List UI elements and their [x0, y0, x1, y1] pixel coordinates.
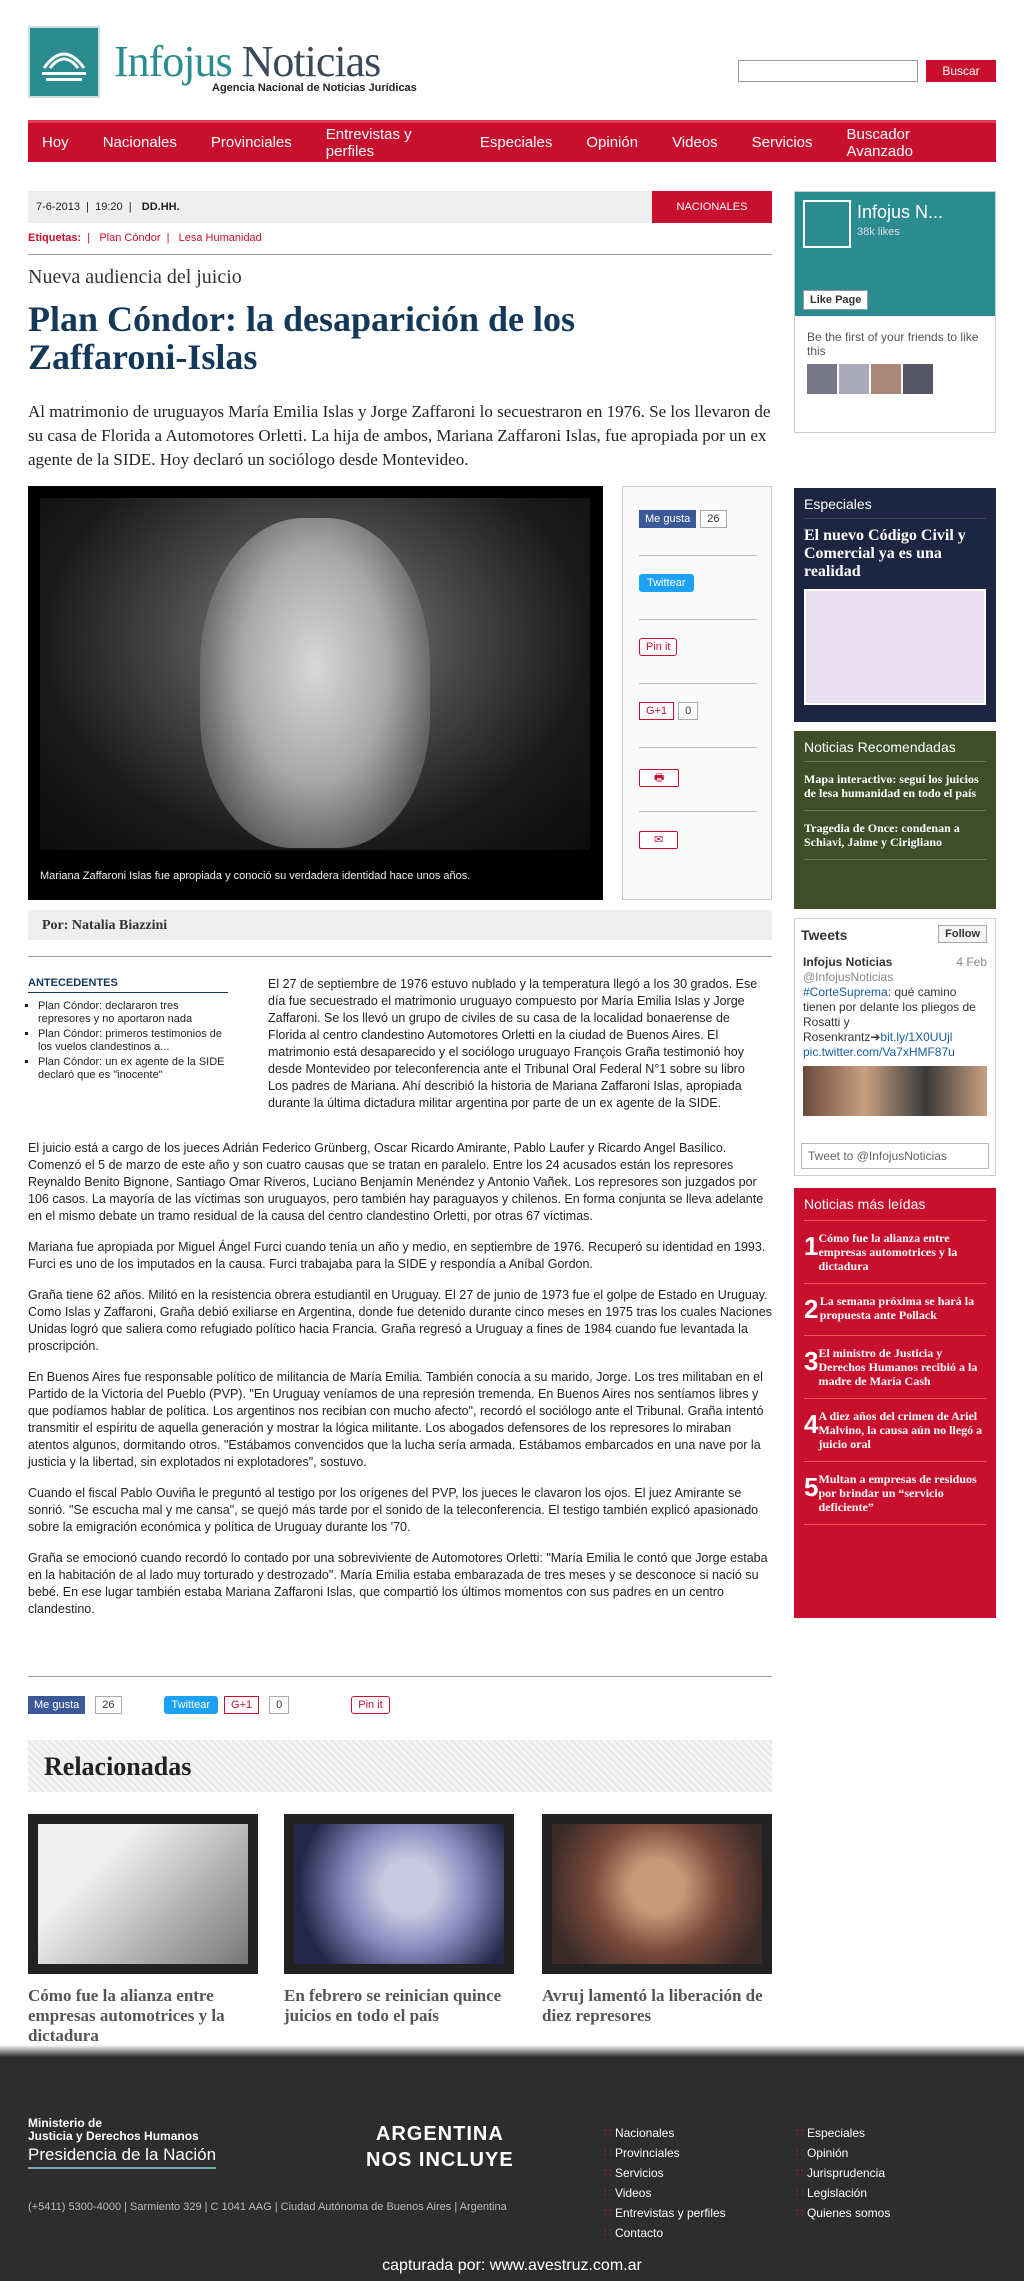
logo-text[interactable] [114, 36, 380, 87]
like-count: 26 [95, 1696, 121, 1714]
divider [28, 992, 228, 993]
footer-link[interactable]: ∷ Legislación [796, 2183, 890, 2203]
article-headline: Plan Cóndor: la desaparición de los Zaffaroni-Islas [28, 299, 576, 377]
tweet-date[interactable]: 4 Feb [956, 955, 987, 969]
related-item[interactable] [542, 1814, 772, 2026]
article-time: 19:20 [95, 201, 123, 213]
mas-leida-item[interactable]: 4 A diez años del crimen de Ariel Malvino, la causa aún no llegó a juicio oral [804, 1399, 986, 1462]
argentina-logo[interactable]: ARGENTINA NOS INCLUYE [366, 2123, 514, 2171]
tags: Etiquetas: | Plan Cóndor | Lesa Humanidad [28, 232, 262, 244]
footer-address: (+5411) 5300-4000 | Sarmiento 329 | C 1041 AAG | Ciudad Autónoma de Buenos Aires | Argentina [28, 2201, 507, 2213]
logo-icon[interactable] [28, 26, 100, 98]
mas-leida-item[interactable]: 1 Cómo fue la alianza entre empresas automotrices y la dictadura [804, 1221, 986, 1284]
facebook-like-page-button[interactable]: Like Page [803, 290, 868, 310]
related-image[interactable] [542, 1814, 772, 1974]
tags-label: Etiquetas: [28, 232, 82, 244]
article-kicker: Nueva audiencia del juicio [28, 266, 242, 288]
search-input[interactable] [738, 60, 918, 82]
nav-entrevistas[interactable]: Entrevistas y perfiles [325, 125, 412, 160]
tweet-text: : qué camino tienen por delante los pliegos de Rosatti y Rosenkrantz➔ [803, 985, 976, 1044]
nav-provinciales[interactable]: Provinciales [210, 134, 292, 151]
recomendada-link[interactable]: Tragedia de Once: condenan a Schiavi, Jaime y Cirigliano [804, 811, 986, 860]
share-divider [639, 555, 757, 556]
divider [28, 1676, 772, 1677]
logo-subtitle: Agencia Nacional de Noticias Jurídicas [212, 82, 417, 94]
mas-leidas-title: Noticias más leídas [804, 1196, 986, 1221]
antecedente-link[interactable]: ▪ Plan Cóndor: un ex agente de la SIDE declaró que es "inocente" [38, 1056, 228, 1082]
footer [0, 2057, 1024, 2281]
friend-avatar[interactable] [903, 364, 933, 394]
mas-leida-link[interactable]: El ministro de Justicia y Derechos Humanos recibió a la madre de María Cash [818, 1346, 978, 1388]
friend-avatar[interactable] [871, 364, 901, 394]
share-divider [639, 619, 757, 620]
facebook-page-name[interactable]: Infojus N... [857, 202, 944, 222]
antecedentes-title: ANTECEDENTES [28, 977, 118, 989]
especiales-item[interactable]: El nuevo Código Civil y Comercial ya es una realidad [804, 527, 966, 580]
tweets-title: Tweets [801, 927, 848, 943]
footer-link[interactable]: ∷ Provinciales [604, 2143, 726, 2163]
footer-link[interactable]: ∷ Entrevistas y perfiles [604, 2203, 726, 2223]
related-title-link[interactable]: Cómo fue la alianza entre empresas automotrices y la dictadura [28, 1986, 225, 2045]
pinit-button[interactable]: Pin it [351, 1696, 389, 1714]
nav-servicios[interactable]: Servicios [751, 134, 813, 151]
pinit-button[interactable]: Pin it [639, 638, 677, 656]
footer-link[interactable]: ∷ Jurisprudencia [796, 2163, 890, 2183]
footer-links-2 [796, 2123, 890, 2223]
tweet-handle[interactable]: @InfojusNoticias [803, 970, 894, 984]
footer-link[interactable]: ∷ Nacionales [604, 2123, 726, 2143]
divider [28, 956, 772, 957]
tag-lesa-humanidad[interactable]: Lesa Humanidad [178, 232, 262, 244]
article-paragraph: Graña tiene 62 años. Militó en la resistencia obrera estudiantil en Uruguay. El 27 de junio de 1973 fue el golpe de Estado en Uruguay. Como Islas y Zaffaroni, Graña debió exiliarse en Argentina, donde fue detenido durante cinco meses en 1975 tras los cuales Naciones Unidas logró que saliera como refugiado político hacia Francia. Graña regresó a Uruguay a fines de 1984 cuando fue levantada la proscripción. [28, 1288, 772, 1353]
photo-caption: Mariana Zaffaroni Islas fue apropiada y conoció su verdadera identidad hace unos años. [40, 870, 471, 882]
share-bottom [28, 1696, 396, 1714]
nav-nacionales[interactable]: Nacionales [102, 134, 177, 151]
article-section: DD.HH. [141, 201, 180, 213]
article-paragraph: Graña se emocionó cuando recordó lo contado por una sobreviviente de Automotores Orletti: "María Emilia le contó que Jorge estaba en la habitación de al lado muy torturado y destrozado". María Emilia estaba embarazada de tres meses y se desconoce si nació su bebé. En ese lugar también estaba Mariana Zaffaroni Islas, que compartió los últimos momentos con sus padres en un centro clandestino. [28, 1551, 768, 1616]
capture-credit: capturada por: www.avestruz.com.ar [382, 2257, 642, 2274]
especiales-title: Especiales [804, 496, 986, 519]
search-button[interactable]: Buscar [926, 60, 996, 82]
portrait [200, 518, 430, 848]
gplus-count: 0 [678, 702, 698, 720]
photo-image [40, 498, 590, 850]
nav-especiales[interactable]: Especiales [479, 134, 553, 151]
article-photo [28, 486, 603, 900]
mas-leida-link[interactable]: Multan a empresas de residuos por brindar un “servicio deficiente” [818, 1472, 977, 1514]
ministerio-label[interactable]: Ministerio de Justicia y Derechos Humanos [28, 2116, 199, 2143]
facebook-friends-text: Be the first of your friends to like this [807, 330, 979, 358]
especiales-widget [794, 488, 996, 722]
share-column [622, 486, 772, 900]
gplus-button[interactable]: G+1 [224, 1696, 259, 1714]
gplus-count: 0 [269, 1696, 289, 1714]
mas-leidas-widget [794, 1188, 996, 1618]
nav-opinion[interactable]: Opinión [586, 134, 639, 151]
facebook-cover [795, 192, 995, 316]
logo-noticias: Noticias [241, 37, 381, 86]
antecedentes-list [28, 1000, 228, 1084]
footer-link[interactable]: ∷ Videos [604, 2183, 726, 2203]
mas-leida-item[interactable]: 3 El ministro de Justicia y Derechos Humanos recibió a la madre de María Cash [804, 1336, 986, 1399]
email-icon[interactable]: ✉ [639, 831, 678, 849]
mas-leida-item[interactable]: 5 Multan a empresas de residuos por brindar un “servicio deficiente” [804, 1462, 986, 1525]
tweet-pic-link[interactable]: pic.twitter.com/Va7xHMF87u [803, 1045, 955, 1059]
twitter-widget [794, 918, 996, 1176]
tweet-button[interactable]: Twittear [164, 1696, 219, 1714]
recomendadas-title: Noticias Recomendadas [804, 739, 986, 762]
like-count: 26 [700, 510, 726, 528]
nav-hoy[interactable]: Hoy [42, 134, 69, 151]
article-lead: Al matrimonio de uruguayos María Emilia Islas y Jorge Zaffaroni lo secuestraron en 1976. Se los llevaron de su casa de Florida a Automotores Orletti. La hija de ambos, Mariana Zaffaroni Islas, fue apropiada por un ex agente de la SIDE. Hoy declaró un sociólogo desde Montevideo. [28, 402, 771, 469]
article-paragraph: El juicio está a cargo de los jueces Adrián Federico Grünberg, Oscar Ricardo Amirante, Pablo Laufer y Ricardo Angel Basílico. Comenzó el 5 de marzo de este año y son cuatro causas que se tratan en paralelo. Entre los 24 acusados están los represores Reynaldo Benito Bignone, Santiago Omar Riveros, Luciano Benjamín Menéndez y Antonio Vañek. Los represores son juzgados por 106 casos. La mayoría de las víctimas son uruguayos, pero también hay paraguayos y chilenos. En forma conjunta se lleva adelante en el mismo debate un tramo residual de la causa del centro clandestino Orletti, por otras 67 víctimas. [28, 1141, 764, 1223]
article-paragraph: Cuando el fiscal Pablo Ouviña le preguntó al testigo por los orígenes del PVP, los jueces le clavaron los ojos. El juez Amirante se sonrió. "Se escucha mal y me cansa", se quejó más tarde por el sonido de la teleconferencia. El testigo también explicó apasionado sobre la emigración económica y política de Uruguay durante los '70. [28, 1486, 759, 1534]
antecedente-link[interactable]: ▪ Plan Cóndor: primeros testimonios de los vuelos clandestinos a... [38, 1028, 228, 1054]
tweet-to-input[interactable]: Tweet to @InfojusNoticias [801, 1143, 989, 1169]
mas-leida-link[interactable]: La semana próxima se hará la propuesta ante Pollack [819, 1294, 975, 1322]
nav-buscador[interactable]: Buscador Avanzado [846, 125, 913, 160]
antecedente-link[interactable]: ▪ Plan Cóndor: declararon tres represores y no aportaron nada [38, 1000, 228, 1026]
facebook-friends [795, 316, 995, 411]
facebook-like-button[interactable]: Me gusta [28, 1696, 85, 1714]
friend-avatar[interactable] [839, 364, 869, 394]
facebook-likes: 38k likes [857, 226, 900, 238]
footer-link[interactable]: ∷ Quienes somos [796, 2203, 890, 2223]
presidencia-label[interactable]: Presidencia de la Nación [28, 2145, 216, 2169]
related-title-link[interactable]: En febrero se reinician quince juicios en todo el país [284, 1986, 502, 2025]
related-image[interactable] [28, 1814, 258, 1974]
related-item[interactable] [28, 1814, 258, 2046]
article-paragraph: En Buenos Aires fue responsable político de militancia de María Emilia. También conocía a su marido, Jorge. Los tres militaban en el Partido de la Victoria del Pueblo (PVP). "En Uruguay veníamos de una represión tremenda. En Buenos Aires nos sentíamos libres y que podíamos hablar de política. Los argentinos nos recibían con mucho afecto", recordó el sociólogo ante el Tribunal. Graña intentó transmitir el espíritu de aquella generación y mostrar la lógica militante. Los abogados defensores de los represores lo miraban atentos algunos, dormitando otros. "Estábamos convencidos que la lucha sería armada. Estábamos embarcados en una nave por la justicia y la libertad, sin explotados ni explotadores", sostuvo. [28, 1370, 764, 1469]
article-paragraph: El 27 de septiembre de 1976 estuvo nublado y la temperatura llegó a los 30 grados. Ese día fue secuestrado el matrimonio uruguayo compuesto por María Emilia Islas y Jorge Zaffaroni. Se los llevó un grupo de civiles de su casa de la localidad bonaerense de Florida al centro clandestino Automotores Orletti en la ciudad de Buenos Aires. El matrimonio está desaparecido y el sociólogo uruguayo François Graña testimonió hoy desde Montevideo por teleconferencia ante el Tribunal Oral Federal N°1 sobre su libro Los padres de Mariana. Ahí describió la historia de Mariana Zaffaroni Islas, apropiada durante la última dictadura militar argentina por parte de un ex agente de la SIDE. [268, 977, 758, 1110]
header [28, 22, 996, 102]
article-date: 7-6-2013 [36, 201, 81, 213]
article-author: Por: Natalia Biazzini [28, 910, 772, 940]
tweet-image[interactable] [803, 1066, 987, 1116]
mas-leida-item[interactable]: 2 La semana próxima se hará la propuesta ante Pollack [804, 1284, 986, 1336]
related-title: Relacionadas [28, 1740, 772, 1792]
facebook-like-button[interactable]: Me gusta [639, 510, 696, 528]
tweet-button[interactable]: Twittear [639, 574, 694, 592]
twitter-follow-button[interactable]: Follow [938, 925, 987, 943]
related-title-link[interactable]: Avruj lamentó la liberación de diez represores [542, 1986, 763, 2025]
recomendada-link[interactable]: Mapa interactivo: seguí los juicios de lesa humanidad en todo el país [804, 762, 986, 811]
logo-infojus: Infojus [114, 37, 232, 86]
tweet-link[interactable]: bit.ly/1X0UUjl [880, 1030, 953, 1044]
share-divider [639, 683, 757, 684]
gplus-button[interactable]: G+1 [639, 702, 674, 720]
article-paragraph: Mariana fue apropiada por Miguel Ángel Furci cuando tenía un año y medio, en septiembre de 1976. Recuperó su identidad en 1993. Furci es uno de los imputados en la causa. Furci trabajaba para la SIDE y respondía a Aníbal Gordon. [28, 1240, 766, 1271]
footer-link[interactable]: ∷ Contacto [604, 2223, 726, 2243]
friend-avatar[interactable] [807, 364, 837, 394]
share-divider [639, 811, 757, 812]
article-meta: 7-6-2013 | 19:20 | DD.HH. NACIONALES [28, 191, 772, 223]
related-image[interactable] [284, 1814, 514, 1974]
mas-leida-link[interactable]: A diez años del crimen de Ariel Malvino, la causa aún no llegó a juicio oral [818, 1409, 983, 1451]
mas-leida-link[interactable]: Cómo fue la alianza entre empresas automotrices y la dictadura [818, 1231, 958, 1273]
footer-link[interactable]: ∷ Opinión [796, 2143, 890, 2163]
recomendadas-widget [794, 731, 996, 909]
facebook-widget [794, 191, 996, 433]
tweet [795, 951, 995, 1120]
print-icon[interactable]: 🖶 [639, 769, 679, 787]
tag-plan-condor[interactable]: Plan Cóndor [99, 232, 161, 244]
footer-link[interactable]: ∷ Especiales [796, 2123, 890, 2143]
facebook-page-icon[interactable] [803, 200, 851, 248]
share-divider [639, 747, 757, 748]
tweet-hashtag[interactable]: #CorteSuprema [803, 985, 888, 999]
footer-link[interactable]: ∷ Servicios [604, 2163, 726, 2183]
related-item[interactable] [284, 1814, 514, 2026]
main-nav [28, 120, 996, 162]
footer-links-1 [604, 2123, 726, 2243]
category-badge[interactable]: NACIONALES [652, 191, 772, 223]
article-body [28, 1140, 772, 1632]
nav-videos[interactable]: Videos [672, 134, 718, 151]
tweet-account[interactable]: Infojus Noticias [803, 955, 893, 969]
divider [28, 254, 772, 255]
especiales-image[interactable] [804, 589, 986, 705]
